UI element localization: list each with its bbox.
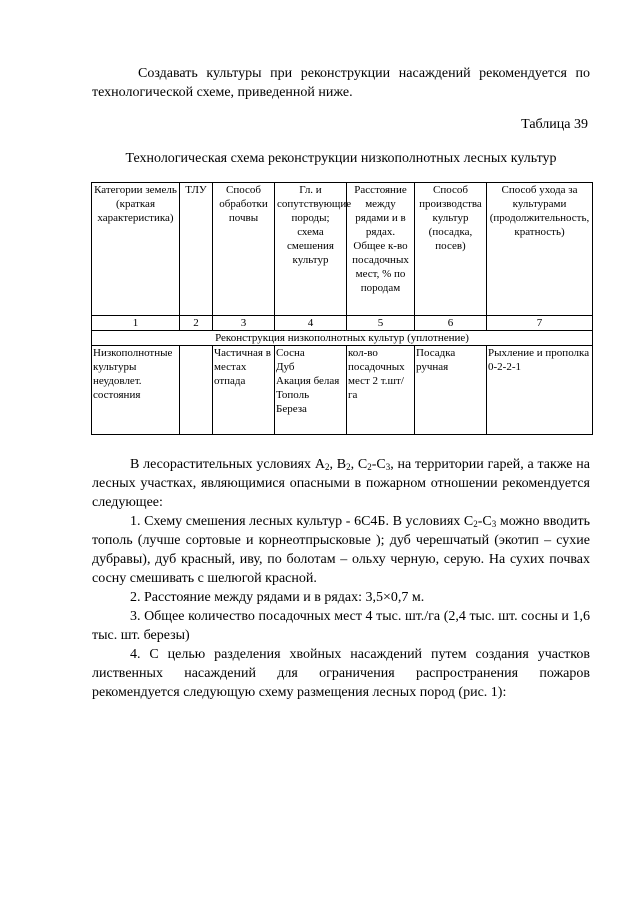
column-number: 6: [415, 316, 487, 331]
column-number: 5: [347, 316, 415, 331]
table-number: Таблица 39: [521, 117, 588, 132]
body-text: [92, 455, 590, 702]
cell-care: Рыхление и прополка 0-2-2-1: [487, 346, 593, 435]
column-number: 4: [275, 316, 347, 331]
header-tlu: ТЛУ: [180, 183, 213, 316]
technology-table: [91, 182, 593, 435]
species-item: Сосна: [276, 347, 305, 359]
cell-spacing: кол-во посадочных мест 2 т.шт/га: [347, 346, 415, 435]
table-title: Технологическая схема реконструкции низкополнотных лесных культур: [125, 151, 557, 166]
section-row: [92, 331, 593, 346]
header-soil-treatment: Способ обработки почвы: [213, 183, 275, 316]
header-land-category: Категории земель (краткая характеристика): [92, 183, 180, 316]
table-header-row: [92, 183, 593, 316]
table-row: [92, 346, 593, 435]
paragraph-conditions: В лесорастительных условиях $А_2$, $В_2$, $С_2-С_3$, на территории гарей, а также на лесных участках, являющимися опасными в пожарном отношении рекомендуется следующее:: [92, 457, 591, 510]
section-title: Реконструкция низкополнотных культур (уплотнение): [92, 331, 593, 346]
cell-category: Низкополнотные культуры неудовлет. состояния: [92, 346, 180, 435]
header-production-method: Способ производства культур (посадка, посев): [415, 183, 487, 316]
cell-method: Посадка ручная: [415, 346, 487, 435]
column-number: 3: [213, 316, 275, 331]
paragraph-item-4: 4. С целью разделения хвойных насаждений путем создания участков лиственных насаждений для ограничения распространения пожаров рекомендуется следующую схему размещения лесных пород (рис. 1):: [92, 647, 590, 700]
cell-soil: Частичная в местах отпада: [213, 346, 275, 435]
header-care-method: Способ ухода за культурами (продолжительность, кратность): [487, 183, 593, 316]
column-number: 2: [180, 316, 213, 331]
species-item: Дуб: [276, 361, 295, 373]
cell-species: [275, 346, 347, 435]
header-spacing: Расстояние между рядами и в рядах. Общее к-во посадочных мест, % по породам: [347, 183, 415, 316]
column-number: 7: [487, 316, 593, 331]
intro-paragraph: Создавать культуры при реконструкции насаждений рекомендуется по технологической схеме, приведенной ниже.: [92, 66, 590, 100]
paragraph-item-1: 1. Схему смешения лесных культур - 6С4Б. В условиях $С_2-С_3$ можно вводить тополь (лучше сортовые и корнеотпрысковые ); дуб черешчатый (экотип – сухие дубравы), дуб красный, иву, по болотам – ольху черную, серую. На сухих почвах сосну смешивать с шелюгой красной.: [92, 514, 590, 586]
species-item: Тополь: [276, 389, 310, 401]
species-item: Акация белая: [276, 375, 340, 387]
paragraph-item-2: 2. Расстояние между рядами и в рядах: 3,5×0,7 м.: [130, 590, 425, 605]
column-numbers-row: [92, 316, 593, 331]
species-item: Береза: [276, 403, 307, 415]
paragraph-item-3: 3. Общее количество посадочных мест 4 тыс. шт./га (2,4 тыс. шт. сосны и 1,6 тыс. шт. березы): [92, 609, 590, 643]
header-species-scheme: Гл. и сопутствующие породы; схема смешения культур: [275, 183, 347, 316]
column-number: 1: [92, 316, 180, 331]
cell-tlu: [180, 346, 213, 435]
